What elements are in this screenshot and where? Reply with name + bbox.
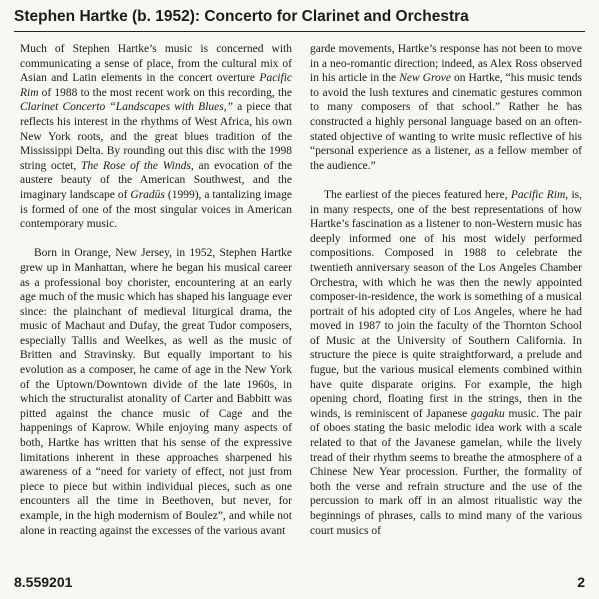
title-rule — [14, 31, 585, 32]
text-run: Much of Stephen Hartke’s music is concerned with communicating a sense of place, from the cultural mix of Asian and Latin elements in the concert overture — [20, 43, 292, 85]
paragraph-intro — [20, 42, 292, 232]
italic-title: Clarinet Concerto “Landscapes with Blues,” — [20, 101, 233, 114]
italic-title: Pacific Rim — [20, 72, 292, 99]
text-run: Born in Orange, New Jersey, in 1952, Stephen Hartke grew up in Manhattan, where he began his musical career as a professional boy chorister, encountering at an early age much of the music which has shaped his language ever since: the plainchant of medieval liturgical drama, the music of Machaut and Dufay, the great Tudor composers, especially Tallis and Weelkes, as well as the music of Britten and Stravinsky. But equally important to his evolution as a composer, he came of age in the New York of the Uptown/Downtown divide of the late 1960s, in which the structuralist atonality of Carter and Babbitt was pitted against the chance music of Cage and the happenings of Kaprow. While enjoying many aspects of both, Hartke has written that his sense of the expressive limitations inherent in these approaches sharpened his awareness of a “need for variety of effect, not just from piece to piece but within individual pieces, such as one encounters all the time in Beethoven, but never, for example, in the high modernism of Boulez”, and while not alone in reacting against the excesses of the various avant — [20, 247, 292, 537]
text-run: on Hartke, “his music tends to avoid the lush textures and cinematic gestures common to many composers of that school.” Rather he has constructed a highly personal language based on an often-stated objective of wanting to write music reflective of his “personal experience as a listener, as a fellow member of the audience.” — [310, 72, 582, 172]
text-run: music. The pair of oboes stating the basic melodic idea work with a scale related to that of the Javanese gamelan, while the lively tread of their rhythm seems to breathe the atmosphere of a Chinese New Year procession. Further, the formality of both the verse and refrain structure and the use of the percussion to mark off in an almost ritualistic way the beginnings of phrases, calls to mind many of the various court musics of — [310, 407, 582, 537]
text-run: The earliest of the pieces featured here, — [324, 188, 511, 201]
italic-title: The Rose of the Winds — [80, 159, 191, 172]
italic-term: gagaku — [470, 407, 505, 420]
right-column — [310, 42, 582, 538]
text-run: (1999), a tantalizing image is formed of one of the most singular voices in American contemporary music. — [20, 188, 293, 231]
page-title: Stephen Hartke (b. 1952): Concerto for Clarinet and Orchestra — [14, 8, 469, 25]
paragraph-biography — [20, 246, 292, 538]
text-run: of 1988 to the most recent work on this recording, the — [38, 86, 292, 99]
italic-title: Gradūs — [130, 188, 165, 201]
paragraph-continuation — [310, 42, 582, 173]
italic-title: New Grove — [399, 72, 451, 85]
italic-title: Pacific Rim — [510, 188, 566, 201]
text-run: , is, in many respects, one of the best representations of how Hartke’s fascination as a listener to non-Western music has deeply informed one of his most widely performed compositions. Composed in 1988 to celebrate the twentieth anniversary season of the Los Angeles Chamber Orchestra, with which he was then the newly appointed composer-in-residence, the work is something of a musical portrait of his adopted city of Los Angeles, where he had moved in 1987 to join the faculty of the Thornton School of Music at the University of Southern California. In structure the piece is quite straightforward, a prelude and fugue, but the various musical elements combined within have quite disparate origins. For example, the high opening chord, floating first in the strings, then in the winds, is reminiscent of Japanese — [310, 188, 583, 420]
text-run: a piece that reflects his interest in the rhythms of West Africa, his own New York roots, and the great blues tradition of the Mississippi Delta. By rounding out this disc with the 1998 string octet, — [20, 101, 293, 172]
left-column — [20, 42, 292, 538]
paragraph-pacific-rim — [310, 188, 582, 538]
text-run: , an evocation of the austere beauty of the American Southwest, and the imaginary landscape of — [20, 159, 293, 201]
page-number: 2 — [577, 574, 585, 590]
catalog-number: 8.559201 — [14, 574, 73, 590]
text-run: garde movements, Hartke’s response has not been to move in a neo-romantic direction; indeed, as Alex Ross observed in his article in the — [310, 43, 582, 85]
